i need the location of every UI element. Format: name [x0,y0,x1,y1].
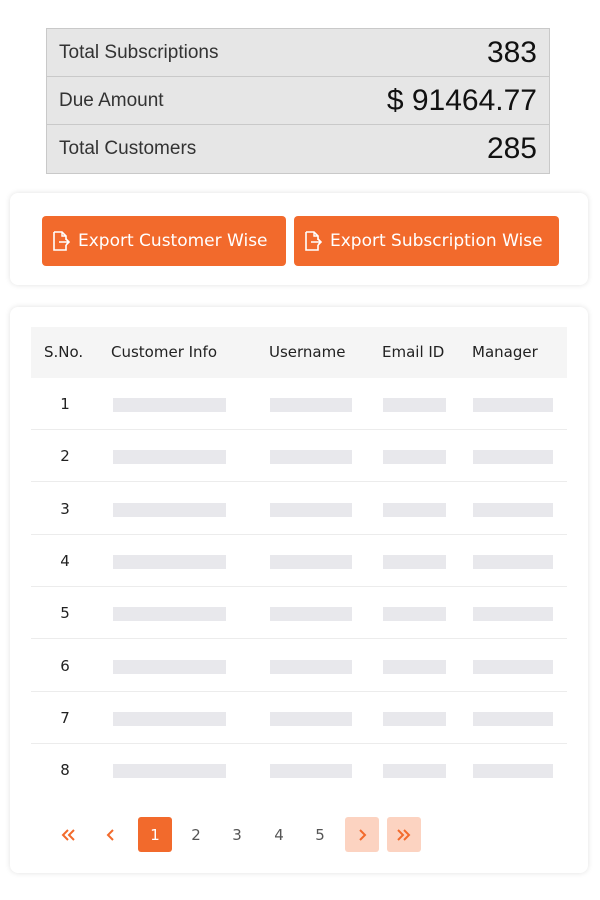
table-row [31,640,567,692]
page-button-5[interactable]: 5 [315,825,325,844]
table-row [31,483,567,535]
stat-label: Total Subscriptions [59,41,219,63]
header-sno: S.No. [44,343,84,361]
row-sno: 5 [60,604,70,623]
table-row [31,430,567,482]
pagination [10,817,588,853]
double-chevron-right-icon[interactable] [387,817,421,852]
header-email-id: Email ID [382,343,445,361]
export-customer-wise-button[interactable] [42,216,286,266]
loading-placeholder [113,764,226,778]
header-manager: Manager [472,343,538,361]
row-sno: 1 [60,395,70,413]
loading-placeholder [270,503,352,517]
loading-placeholder [113,555,226,569]
table-row [31,535,567,587]
page-button-3[interactable]: 3 [232,825,242,844]
row-sno: 7 [60,708,70,727]
loading-placeholder [113,503,226,517]
stat-label: Due Amount [59,89,164,111]
loading-placeholder [113,660,226,674]
loading-placeholder [473,712,553,726]
row-sno: 4 [60,551,70,570]
loading-placeholder [270,712,352,726]
loading-placeholder [113,607,226,621]
stat-label: Total Customers [59,138,197,159]
loading-placeholder [270,450,352,464]
loading-placeholder [383,503,446,517]
customers-table-card [10,307,588,873]
header-username: Username [269,343,346,361]
file-export-icon [304,231,322,251]
table-header [31,327,567,378]
header-customer-info: Customer Info [111,343,218,361]
page-button-1[interactable]: 1 [138,817,172,852]
loading-placeholder [473,660,553,674]
loading-placeholder [113,712,226,726]
stat-value: 285 [486,132,537,165]
loading-placeholder [473,607,553,621]
stat-value: $ 91464.77 [386,83,537,117]
table-row [31,378,567,430]
double-chevron-left-icon[interactable] [51,817,85,852]
chevron-right-icon[interactable] [345,817,379,852]
loading-placeholder [270,555,352,569]
loading-placeholder [383,607,446,621]
summary-row-due-amount [47,77,549,125]
loading-placeholder [113,450,226,464]
loading-placeholder [270,607,352,621]
row-sno: 3 [60,499,70,518]
summary-row-total-subscriptions [47,29,549,77]
stat-value: 383 [486,35,537,69]
row-sno: 2 [60,447,70,466]
loading-placeholder [113,398,226,412]
loading-placeholder [473,555,553,569]
page-button-2[interactable]: 2 [191,825,201,844]
loading-placeholder [383,712,446,726]
loading-placeholder [270,398,352,412]
loading-placeholder [473,450,553,464]
export-subscription-wise-label: Export Subscription Wise [330,231,543,251]
table-row [31,744,567,796]
chevron-left-icon[interactable] [94,817,128,852]
loading-placeholder [383,555,446,569]
page-button-4[interactable]: 4 [274,825,284,844]
loading-placeholder [473,764,553,778]
loading-placeholder [270,660,352,674]
table-row [31,587,567,639]
export-subscription-wise-button[interactable] [294,216,559,266]
row-sno: 8 [60,761,70,780]
file-export-icon [52,231,70,251]
loading-placeholder [383,764,446,778]
row-sno: 6 [60,656,70,675]
export-customer-wise-label: Export Customer Wise [78,231,268,251]
loading-placeholder [383,398,446,412]
loading-placeholder [270,764,352,778]
loading-placeholder [473,398,553,412]
summary-row-total-customers [47,125,549,173]
summary-table [46,28,550,174]
table-row [31,692,567,744]
loading-placeholder [383,660,446,674]
export-card [10,193,588,285]
loading-placeholder [473,503,553,517]
loading-placeholder [383,450,446,464]
